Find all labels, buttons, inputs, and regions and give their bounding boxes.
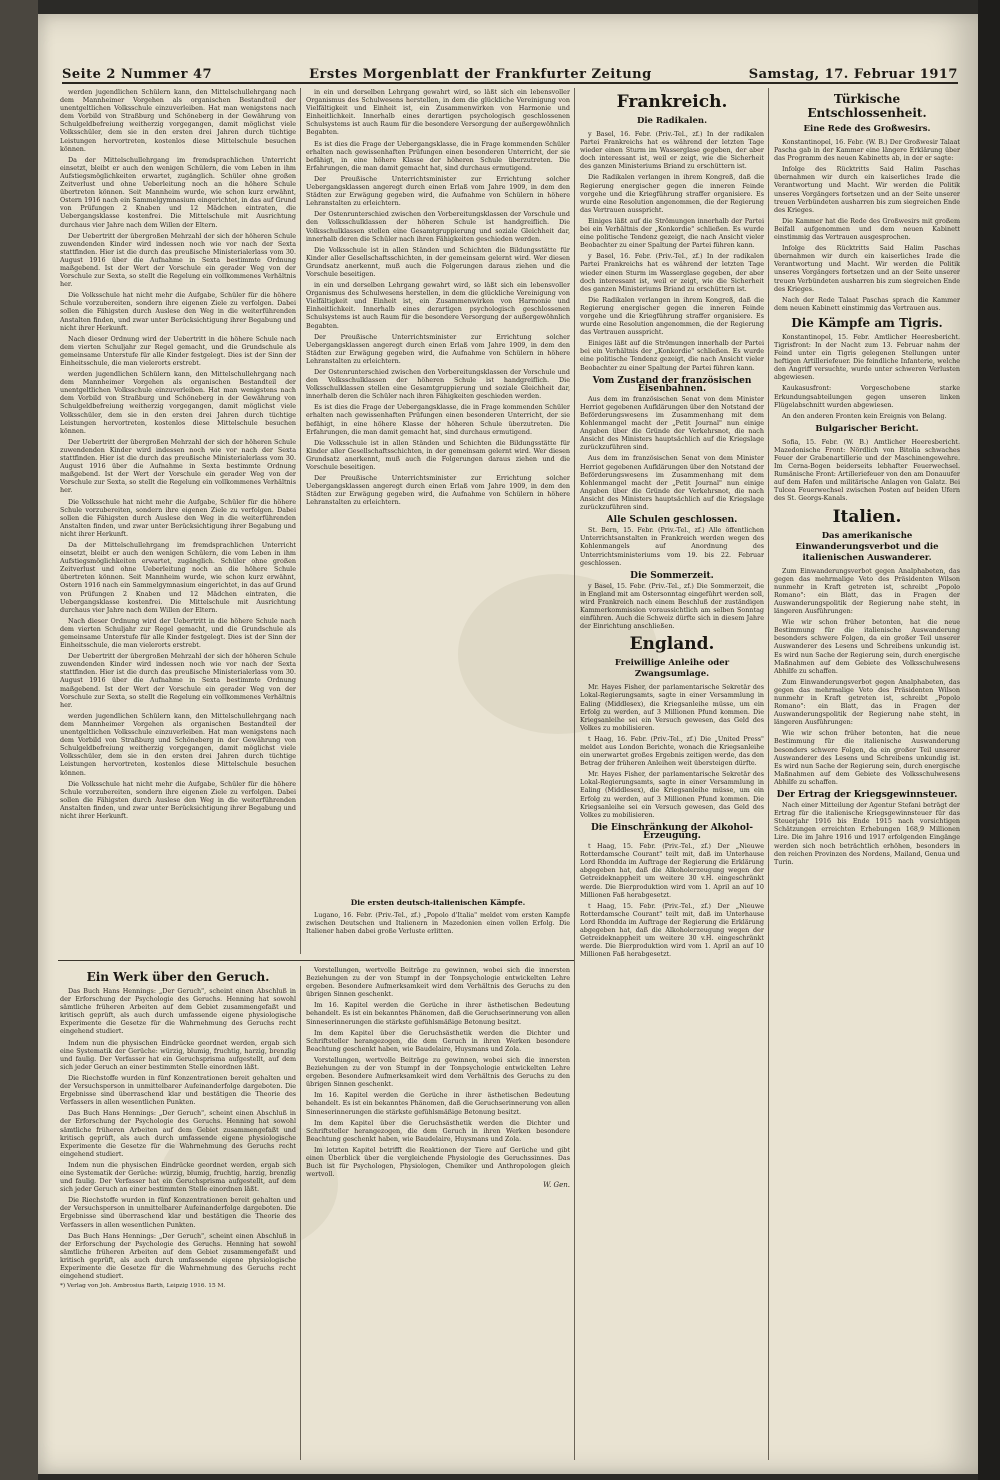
article-paragraph: Der Ostenrunterschied zwischen den Vorbereitungsklassen der Vorschule und den Volksschulklassen der höheren Schule ist handgreiflich. Die Volksschulklassen stellen eine Gesamtgruppierung und soziale Gleichheit dar, innerhalb deren die Schüler nach ihren Fähigkeiten geschieden werden. — [306, 368, 570, 401]
article-paragraph: Kaukasusfront: Vorgeschobene starke Erkundungsabteilungen gegen unseren linken Flügelabschnitt wurden abgewiesen. — [774, 384, 960, 409]
article-paragraph: Infolge des Rücktritts Said Halim Paschas übernahmen wir durch ein kaiserliches Irade die Verantwortung und Macht. Wir werden die Politik unseres Vorgängers fortsetzen und an der Seite unserer treuen Verbündeten ausharren bis zum siegreichen Ende des Krieges. — [774, 165, 960, 214]
article-paragraph: Nach einer Mitteilung der Agentur Stefani beträgt der Ertrag für die italienische Kriegsgewinnsteuer für das Steuerjahr 1916 bis Ende 1915 nach vorsichtigen Schätzungen erreichten Erhebungen 168,9 Millionen Lire. Die im Jahre 1916 und 1917 erfolgenden Eingänge werden sich noch beträchtlich erhöhen, besonders in den reichen Provinzen des Nordens, Mailand, Genua und Turin. — [774, 801, 960, 866]
column-2 — [306, 88, 570, 894]
article-paragraph: y Basel, 15. Febr. (Priv.-Tel., zf.) Die Sommerzeit, die in England mit am Ostersonntag eingeführt werden soll, wird Frankreich nach einem Beschluß der zuständigen Kammerkommission voraussichtlich am selben Sonntag einführen. Auch die Schweiz dürfte sich in diesem Jahre der Einrichtung anschließen. — [580, 581, 764, 631]
newspaper-page — [38, 14, 978, 1474]
article-paragraph: Da der Mittelschullehrgang im fremdsprachlichen Unterricht einsetzt, bleibt er auch den wenigen Schülern, die vom Leben in ihm Aufstiegsmöglichkeiten erwartet, zugänglich. Schüler ohne großen Zeitverlust und ohne Ueberleitung noch an die höhere Schule übertreten können. Seit Mannheim wurde, wie schon kurz erwähnt, Ostern 1916 nach ein Sammelgymnasium eingerichtet, in das auf Grund von Prüfungen 2 Knaben und 12 Mädchen eintraten, die Uebergangsklasse kostenfrei. Die Mittelschule mit Ausrichtung durchaus vier Jahre nach dem Willen der Eltern. — [60, 540, 296, 614]
article-paragraph: Konstantinopel, 15. Febr. Amtlicher Heeresbericht. Tigrisfront: In der Nacht zum 13. Februar nahm der Feind unter ein Tigris gelegenen Stellungen unter heftigen Artilleriefeuer. Die feindliche Infanterie, welche den Angriff versuchte, wurde unter schweren Verlusten abgewiesen. — [774, 332, 960, 382]
article-paragraph: Die Radikalen verlangen in ihrem Kongreß, daß die Regierung energischer gegen die inneren Feinde vorgehe und die Kriegführung straffer organisiere. Es wurde eine Resolution angenommen, die der Regierung das Vertrauen ausspricht. — [580, 173, 764, 214]
article-paragraph: Der Preußische Unterrichtsminister zur Errichtung solcher Uebergangsklassen angeregt durch einen Erlaß vom Jahre 1909, in dem den Städten zur Erwägung gegeben wird, die Aufnahme von Schülern in höhere Lehranstalten zu erleichtern. — [306, 332, 570, 365]
masthead — [62, 60, 958, 84]
tigris-headline: Die Kämpfe am Tigris. — [791, 315, 943, 330]
article-paragraph: werden jugendlichen Schülern kann, den Mittelschullehrgang nach dem Mannheimer Vorgehen als organischen Bestandteil der unentgeltlichen Volksschule einzuverleiben. Hat man wenigstens nach dem Vorbild von Straßburg und Schöneberg in der Gewährung von Schulgeldbefreiung weitherzig vorgegangen, damit möglichst viele Volksschüler, dem sie in den ersten drei Jahren durch tüchtige Leistungen hervortreten, kostenlos diese Mittelschule besuchen können. — [60, 711, 296, 777]
frankreich-headline: Frankreich. — [616, 92, 728, 112]
article-paragraph: Der Uebertritt der übergroßen Mehrzahl der sich der höheren Schule zuwendenden Kinder wird indessen noch wie vor nach der Sexta stattfinden. Hier ist die durch das preußische Ministerialerlass vom 30. August 1916 über die Aufnahme in Sexta bestimmte Ordnung maßgebend. Ist der Wert der Vorschule ein gerader Weg von der Vorschule zur Sexta, so stellt die Regelung ein vollkommenes Verhältnis her. — [60, 231, 296, 289]
article-paragraph: Infolge des Rücktritts Said Halim Paschas übernahmen wir durch ein kaiserliches Irade die Verantwortung und Macht. Wir werden die Politik unseres Vorgängers fortsetzen und an der Seite unserer treuen Verbündeten ausharren bis zum siegreichen Ende des Krieges. — [774, 244, 960, 293]
article-paragraph: Das Buch Hans Hennings: „Der Geruch", scheint einen Abschluß in der Erforschung der Psychologie des Geruchs. Henning hat sowohl sämtliche früheren Arbeiten auf dem Gebiet zusammengefaßt und kritisch geprüft, als auch durch umfassende eigene physiologische Experimente die Gesetze für die Wahrnehmung des Geruchs recht eingehend studiert. — [60, 1231, 296, 1281]
article-paragraph: Der Ostenrunterschied zwischen den Vorbereitungsklassen der Vorschule und den Volksschulklassen der höheren Schule ist handgreiflich. Die Volksschulklassen stellen eine Gesamtgruppierung und soziale Gleichheit dar, innerhalb deren die Schüler nach ihren Fähigkeiten geschieden werden. — [306, 210, 570, 243]
article-paragraph: Aus dem im französischen Senat von dem Minister Herriot gegebenen Aufklärungen über den Notstand der Beförderungswesens im Zusammenhang mit dem Kohlenmangel macht der „Petit Journal" nun einige Angaben über die Gründe der Verkehrsnot, die nach Ansicht des Ministers hauptsächlich auf die Kriegslage zurückzuführen sind. — [580, 394, 764, 452]
article-paragraph: Das Buch Hans Hennings: „Der Geruch", scheint einen Abschluß in der Erforschung der Psychologie des Geruchs. Henning hat sowohl sämtliche früheren Arbeiten auf dem Gebiet zusammengefaßt und kritisch geprüft, als auch durch umfassende eigene physiologische Experimente die Gesetze für die Wahrnehmung des Geruchs recht eingehend studiert. — [60, 1109, 296, 1158]
geruch-headline: Ein Werk über den Geruch. — [86, 970, 270, 984]
krieg-text: Lugano, 16. Febr. (Priv.-Tel., zf.) „Popolo d'Italia" meldet vom ersten Kampfe zwischen Deutschen und Italienern in Mazedonien einen vollen Erfolg. Die Italiener haben dabei große Verluste erlitten. — [306, 911, 570, 936]
article-paragraph: Indem nun die physischen Eindrücke geordnet werden, ergab sich eine Systematik der Gerüche: würzig, blumig, fruchtig, harzig, brenzlig und faulig. Der Verfasser hat ein Geruchsprisma aufgestellt, auf dem sich jeder Geruch an einer bestimmten Stelle einordnen läßt. — [60, 1160, 296, 1194]
column-1 — [60, 88, 296, 956]
tuerkei-subhead: Eine Rede des Großwesirs. — [803, 124, 931, 134]
article-paragraph: Im dem Kapitel über die Geruchsästhetik werden die Dichter und Schriftsteller herangezogen, die dem Geruch in ihren Werken besondere Beachtung geschenkt haben, wie Baudelaire, Huysmans und Zola. — [306, 1028, 570, 1053]
page-binding-edge — [978, 0, 1000, 1480]
krieg-headline: Die ersten deutsch-italienischen Kämpfe. — [350, 898, 526, 907]
article-paragraph: Der Preußische Unterrichtsminister zur Errichtung solcher Uebergangsklassen angeregt durch einen Erlaß vom Jahre 1909, in dem den Städten zur Erwägung gegeben wird, die Aufnahme von Schülern in höhere Lehranstalten zu erleichtern. — [306, 174, 570, 208]
column-4 — [774, 88, 960, 1460]
article-paragraph: An den anderen Fronten kein Ereignis von Belang. — [782, 411, 947, 420]
column-rule — [574, 88, 575, 1460]
article-paragraph: y Basel, 16. Febr. (Priv.-Tel., zf.) In der radikalen Partei Frankreichs hat es während der letzten Tage wieder einen Sturm im Wasserglase gegeben, der aber doch interessant ist, weil er zeigt, wie die Sicherheit des ganzen Ministeriums Briand zu erschüttern ist. — [580, 252, 764, 293]
article-paragraph: y Basel, 16. Febr. (Priv.-Tel., zf.) In der radikalen Partei Frankreichs hat es während der letzten Tage wieder einen Sturm im Wasserglase gegeben, der aber doch interessant ist, weil er zeigt, wie die Sicherheit des ganzen Ministeriums Briand zu erschüttern ist. — [580, 130, 764, 171]
bulgarien-headline: Bulgarischer Bericht. — [815, 423, 919, 434]
article-paragraph: Aus dem im französischen Senat von dem Minister Herriot gegebenen Aufklärungen über den Notstand der Beförderungswesens im Zusammenhang mit dem Kohlenmangel macht der „Petit Journal" nun einige Angaben über die Gründe der Verkehrsnot, die nach Ansicht des Ministers hauptsächlich auf die Kriegslage zurückzuführen sind. — [580, 454, 764, 512]
article-paragraph: Nach der Rede Talaat Paschas sprach die Kammer dem neuen Kabinett einstimmig das Vertrauen aus. — [774, 295, 960, 312]
article-paragraph: werden jugendlichen Schülern kann, den Mittelschullehrgang nach dem Mannheimer Vorgehen als organischen Bestandteil der unentgeltlichen Volksschule einzuverleiben. Hat man wenigstens nach dem Vorbild von Straßburg und Schöneberg in der Gewährung von Schulgeldbefreiung weitherzig vorgegangen, damit möglichst viele Volksschüler, dem sie in den ersten drei Jahren durch tüchtige Leistungen hervortreten, kostenlos diese Mittelschule besuchen können. — [60, 370, 296, 435]
article-paragraph: Mr. Hayes Fisher, der parlamentarische Sekretär des Lokal-Regierungsamts, sagte in einer Versammlung in Ealing (Middlesex), die Kriegsanleihe müsse, um ein Erfolg zu werden, auf 3 Millionen Pfund kommen. Die Kriegsanleihe sei ein Versuch gewesen, das Geld des Volkes zu mobilisieren. — [580, 683, 764, 732]
article-paragraph: Das Buch Hans Hennings: „Der Geruch", scheint einen Abschluß in der Erforschung der Psychologie des Geruchs. Henning hat sowohl sämtliche früheren Arbeiten auf dem Gebiet zusammengefaßt und kritisch geprüft, als auch durch umfassende eigene physiologische Experimente die Gesetze für die Wahrnehmung des Geruchs recht eingehend studiert. — [60, 987, 296, 1036]
newspaper-title: Erstes Morgenblatt der Frankfurter Zeitung — [309, 67, 652, 82]
article-paragraph: Nach dieser Ordnung wird der Uebertritt in die höhere Schule nach dem vierten Schuljahr zur Regel gemacht, und die Grundschule als gemeinsame Unterstufe für alle Kinder festgelegt. Dies ist der Sinn der Einheitsschule, die man vielerorts erstrebt. — [60, 334, 296, 367]
column-rule — [300, 88, 301, 954]
article-paragraph: in ein und derselben Lehrgang gewahrt wird, so läßt sich ein lebensvoller Organismus des Schulwesens herstellen, in dem die glückliche Vereinigung von Vielfältigkeit und Einheit ist, ein Zusammenwirken von Harmonie und Einheitlichkeit. Innerhalb eines derartigen psychologisch geschlossenen Schulsystems ist auch Raum für die besondere Versorgung der außergewöhnlich Begabten. — [306, 281, 570, 330]
geruch-article — [60, 966, 296, 1460]
column-3 — [580, 88, 764, 1460]
eisenbahn-headline: Vom Zustand der französischen Eisenbahnen. — [592, 375, 752, 394]
article-paragraph: Konstantinopel, 16. Febr. (W. B.) Der Großwesir Talaat Pascha gab in der Kammer eine längere Erklärung über das Programm des neuen Kabinetts ab, in der er sagte: — [774, 138, 960, 163]
article-paragraph: in ein und derselben Lehrgang gewahrt wird, so läßt sich ein lebensvoller Organismus des Schulwesens herstellen, in dem die glückliche Vereinigung von Vielfältigkeit und Einheit ist, ein Zusammenwirken von Harmonie und Einheitlichkeit. Innerhalb eines derartigen psychologisch geschlossenen Schulsystems ist auch Raum für die besondere Versorgung der außergewöhnlich Begabten. — [306, 88, 570, 137]
page-number: Seite 2 Nummer 47 — [62, 67, 213, 82]
article-paragraph: Sofia, 15. Febr. (W. B.) Amtlicher Heeresbericht. Mazedonische Front: Nördlich von Bitolia schwaches Feuer der Grabenartillerie und der Maschinengewehre. Im Cerna-Bogen beiderseits lebhafter Feuerwechsel. Rumänische Front: Artilleriefeuer von den am Donauufer auf dem Hafen und militärische Anlagen von Galatz. Bei Tulcea Feuerwechsel zwischen Posten auf beiden Ufern des St. Georgs-Kanals. — [774, 437, 960, 503]
footnote: *) Verlag von Joh. Ambrosius Barth, Leipzig 1916. 15 M. — [60, 1283, 226, 1290]
article-paragraph: Im letzten Kapitel betrifft die Reaktionen der Tiere auf Gerüche und gibt einen Überblick über die vergleichende Physiologie des Geruchssinnes. Das Buch ist für Psychologen, Physiologen, Chemiker und Anthropologen gleich wertvoll. — [306, 1145, 570, 1179]
tuerkei-headline: Türkische Entschlossenheit. — [807, 92, 927, 120]
sommerzeit-headline: Die Sommerzeit. — [630, 570, 714, 581]
article-paragraph: Die Riechstoffe wurden in fünf Konzentrationen bereit gehalten und der Versuchsperson in unmittelbarer Aufeinanderfolge dargeboten. Die Ergebnisse sind überraschend klar und bestätigen die Theorie des Verfassers in allen wesentlichen Punkten. — [60, 1196, 296, 1229]
article-paragraph: Die Volksschule ist in allen Ständen und Schichten die Bildungsstätte für Kinder aller Gesellschaftsschichten, in der gemeinsam gelernt wird. Wer diesen Grundsatz anerkennt, muß auch die Folgerungen daraus ziehen und die Vorschule beseitigen. — [306, 245, 570, 278]
article-paragraph: St. Bern, 15. Febr. (Priv.-Tel., zf.) Alle öffentlichen Unterrichtsanstalten in Frankreich werden wegen des Kohlenmangels auf Anordnung des Unterrichtsministeriums vom 19. bis 22. Februar geschlossen. — [580, 526, 764, 567]
article-paragraph: Die Riechstoffe wurden in fünf Konzentrationen bereit gehalten und der Versuchsperson in unmittelbarer Aufeinanderfolge dargeboten. Die Ergebnisse sind überraschend klar und bestätigen die Theorie des Verfassers in allen wesentlichen Punkten. — [60, 1073, 296, 1107]
column-rule — [300, 966, 301, 1460]
article-paragraph: Die Volksschule hat nicht mehr die Aufgabe, Schüler für die höhere Schule vorzubereiten, sondern ihre eigenen Ziele zu verfolgen. Dabei sollen die Fähigsten durch Auslese den Weg in die weiterführenden Anstalten finden, und zwar unter Berücksichtigung ihrer Begabung und nicht ihrer Herkunft. — [60, 497, 296, 538]
article-paragraph: Wie wir schon früher betonten, hat die neue Bestimmung für die italienische Auswanderung besonders schwere Folgen, da ein großer Teil unserer Auswanderer des Lesens und Schreibens unkundig ist. Es wird nun Sache der Regierung sein, durch energische Maßnahmen auf dem Gebiete des Volksschulwesens Abhilfe zu schaffen. — [774, 618, 960, 675]
article-paragraph: Die Volksschule ist in allen Ständen und Schichten die Bildungsstätte für Kinder aller Gesellschaftsschichten, in der gemeinsam gelernt wird. Wer diesen Grundsatz anerkennt, muß auch die Folgerungen daraus ziehen und die Vorschule beseitigen. — [306, 438, 570, 472]
article-paragraph: t Haag, 15. Febr. (Priv.-Tel., zf.) Der „Nieuwe Rotterdamsche Courant" teilt mit, daß im Unterhause Lord Rhondda im Auftrage der Regierung die Erklärung abgegeben hat, daß die Alkoholerzeugung wegen der Getreideknappheit um weitere 30 v.H. eingeschränkt werde. Die Bierproduktion wird vom 1. April an auf 10 Millionen Faß herabgesetzt. — [580, 901, 764, 959]
article-paragraph: Zum Einwanderungsverbot gegen Analphabeten, das gegen das mehrmalige Veto des Präsidenten Wilson nunmehr in Kraft getreten ist, schreibt „Popolo Romano": ein Blatt, das in Fragen der Auswanderungspolitik der Regierung nahe steht, in längeren Ausführungen: — [774, 566, 960, 616]
article-paragraph: Wie wir schon früher betonten, hat die neue Bestimmung für die italienische Auswanderung besonders schwere Folgen, da ein großer Teil unserer Auswanderer des Lesens und Schreibens unkundig ist. Es wird nun Sache der Regierung sein, durch energische Maßnahmen auf dem Gebiete des Volksschulwesens Abhilfe zu schaffen. — [774, 729, 960, 786]
author-signature: W. Gen. — [543, 1181, 570, 1190]
article-paragraph: Die Kammer hat die Rede des Großwesirs mit großem Beifall aufgenommen und dem neuen Kabinett einstimmig das Vertrauen ausgesprochen. — [774, 216, 960, 242]
article-paragraph: Indem nun die physischen Eindrücke geordnet werden, ergab sich eine Systematik der Gerüche: würzig, blumig, fruchtig, harzig, brenzlig und faulig. Der Verfasser hat ein Geruchsprisma aufgestellt, auf dem sich jeder Geruch an einer bestimmten Stelle einordnen läßt. — [60, 1038, 296, 1071]
article-paragraph: Der Preußische Unterrichtsminister zur Errichtung solcher Uebergangsklassen angeregt durch einen Erlaß vom Jahre 1909, in dem den Städten zur Erwägung gegeben wird, die Aufnahme von Schülern in höhere Lehranstalten zu erleichtern. — [306, 474, 570, 507]
column-rule — [768, 88, 769, 1460]
geruch-continued — [306, 966, 570, 1460]
frankreich-subhead: Die Radikalen. — [636, 116, 708, 126]
article-paragraph: Die Volksschule hat nicht mehr die Aufgabe, Schüler für die höhere Schule vorzubereiten, sondern ihre eigenen Ziele zu verfolgen. Dabei sollen die Fähigsten durch Auslese den Weg in die weiterführenden Anstalten finden, und zwar unter Berücksichtigung ihrer Begabung und nicht ihrer Herkunft. — [60, 291, 296, 332]
page-left-margin — [0, 0, 38, 1480]
article-paragraph: Mr. Hayes Fisher, der parlamentarische Sekretär des Lokal-Regierungsamts, sagte in einer Versammlung in Ealing (Middlesex), die Kriegsanleihe müsse, um ein Erfolg zu werden, auf 3 Millionen Pfund kommen. Die Kriegsanleihe sei ein Versuch gewesen, das Geld des Volkes zu mobilisieren. — [580, 770, 764, 819]
article-paragraph: Im 16. Kapitel werden die Gerüche in ihrer ästhetischen Bedeutung behandelt. Es ist ein bekanntes Phänomen, daß die Geruchserinnerung von allen Sinneserinnerungen die stärkste gefühlsmäßige Betonung besitzt. — [306, 1001, 570, 1026]
article-paragraph: t Haag, 16. Febr. (Priv.-Tel., zf.) Die „United Press" meldet aus London Berichte, wonach die Kriegsanleihe ein unerwartet großes Ergebnis zeitigen werde, das den Betrag der früheren Anleihen weit übersteigen dürfte. — [580, 734, 764, 768]
article-paragraph: Da der Mittelschullehrgang im fremdsprachlichen Unterricht einsetzt, bleibt er auch den wenigen Schülern, die vom Leben in ihm Aufstiegsmöglichkeiten erwartet, zugänglich. Schüler ohne großen Zeitverlust und ohne Ueberleitung noch an die höhere Schule übertreten können. Seit Mannheim wurde, wie schon kurz erwähnt, Ostern 1916 nach ein Sammelgymnasium eingerichtet, in das auf Grund von Prüfungen 2 Knaben und 12 Mädchen eintraten, die Uebergangsklasse kostenfrei. Die Mittelschule mit Ausrichtung durchaus vier Jahre nach dem Willen der Eltern. — [60, 155, 296, 229]
article-paragraph: Vorstellungen, wertvolle Beiträge zu gewinnen, wobei sich die innersten Beziehungen zu der von Stumpf in der Tonpsychologie entwickelten Lehre ergeben. Besondere Aufmerksamkeit wird dem Verhältnis des Geruchs zu den übrigen Sinnen geschenkt. — [306, 966, 570, 999]
article-paragraph: Im dem Kapitel über die Geruchsästhetik werden die Dichter und Schriftsteller herangezogen, die dem Geruch in ihren Werken besondere Beachtung geschenkt haben, wie Baudelaire, Huysmans und Zola. — [306, 1118, 570, 1143]
issue-date: Samstag, 17. Februar 1917 — [748, 67, 958, 82]
section-rule — [58, 960, 574, 961]
italien-subhead: Das amerikanische Einwanderungsverbot und die italienischen Auswanderer. — [795, 530, 939, 563]
article-paragraph: Vorstellungen, wertvolle Beiträge zu gewinnen, wobei sich die innersten Beziehungen zu der von Stumpf in der Tonpsychologie entwickelten Lehre ergeben. Besondere Aufmerksamkeit wird dem Verhältnis des Geruchs zu den übrigen Sinnen geschenkt. — [306, 1055, 570, 1089]
article-paragraph: Der Uebertritt der übergroßen Mehrzahl der sich der höheren Schule zuwendenden Kinder wird indessen noch wie vor nach der Sexta stattfinden. Hier ist die durch das preußische Ministerialerlass vom 30. August 1916 über die Aufnahme in Sexta bestimmte Ordnung maßgebend. Ist der Wert der Vorschule ein gerader Weg von der Vorschule zur Sexta, so stellt die Regelung ein vollkommenes Verhältnis her. — [60, 652, 296, 709]
article-paragraph: Einiges läßt auf die Strömungen innerhalb der Partei bei ein Verhältnis der „Konkordie" schließen. Es wurde eine politische Tendenz gezeigt, die nach Ansicht vieler Beobachter zu einer Spaltung der Partei führen kann. — [580, 216, 764, 250]
article-paragraph: Es ist dies die Frage der Uebergangsklasse, die in Frage kommenden Schüler erhalten nach gewissenhaften Prüfungen einen besonderen Unterricht, der sie befähigt, in eine höhere Klasse der höheren Schule überzutreten. Die Erfahrungen, die man damit gemacht hat, sind durchaus ermutigend. — [306, 403, 570, 436]
article-paragraph: Die Radikalen verlangen in ihrem Kongreß, daß die Regierung energischer gegen die inneren Feinde vorgehe und die Kriegführung straffer organisiere. Es wurde eine Resolution angenommen, die der Regierung das Vertrauen ausspricht. — [580, 295, 764, 337]
england-headline: England. — [629, 634, 715, 655]
schulen-headline: Alle Schulen geschlossen. — [606, 515, 738, 526]
krieg-article — [306, 894, 570, 956]
article-paragraph: Der Uebertritt der übergroßen Mehrzahl der sich der höheren Schule zuwendenden Kinder wird indessen noch wie vor nach der Sexta stattfinden. Hier ist die durch das preußische Ministerialerlass vom 30. August 1916 über die Aufnahme in Sexta bestimmte Ordnung maßgebend. Ist der Wert der Vorschule ein gerader Weg von der Vorschule zur Sexta, so stellt die Regelung ein vollkommenes Verhältnis her. — [60, 437, 296, 495]
article-paragraph: Es ist dies die Frage der Uebergangsklasse, die in Frage kommenden Schüler erhalten nach gewissenhaften Prüfungen einen besonderen Unterricht, der sie befähigt, in eine höhere Klasse der höheren Schule überzutreten. Die Erfahrungen, die man damit gemacht hat, sind durchaus ermutigend. — [306, 139, 570, 172]
article-paragraph: Nach dieser Ordnung wird der Uebertritt in die höhere Schule nach dem vierten Schuljahr zur Regel gemacht, und die Grundschule als gemeinsame Unterstufe für alle Kinder festgelegt. Dies ist der Sinn der Einheitsschule, die man vielerorts erstrebt. — [60, 616, 296, 650]
article-paragraph: Zum Einwanderungsverbot gegen Analphabeten, das gegen das mehrmalige Veto des Präsidenten Wilson nunmehr in Kraft getreten ist, schreibt „Popolo Romano": ein Blatt, das in Fragen der Auswanderungspolitik der Regierung nahe steht, in längeren Ausführungen: — [774, 677, 960, 727]
kriegsgewinn-headline: Der Ertrag der Kriegsgewinnsteuer. — [776, 790, 958, 800]
article-paragraph: Einiges läßt auf die Strömungen innerhalb der Partei bei ein Verhältnis der „Konkordie" schließen. Es wurde eine politische Tendenz gezeigt, die nach Ansicht vieler Beobachter zu einer Spaltung der Partei führen kann. — [580, 339, 764, 372]
article-paragraph: werden jugendlichen Schülern kann, den Mittelschullehrgang nach dem Mannheimer Vorgehen als organischen Bestandteil der unentgeltlichen Volksschule einzuverleiben. Hat man wenigstens nach dem Vorbild von Straßburg und Schöneberg in der Gewährung von Schulgeldbefreiung weitherzig vorgegangen, damit möglichst viele Volksschüler, dem sie in den ersten drei Jahren durch tüchtige Leistungen hervortreten, kostenlos diese Mittelschule besuchen können. — [60, 88, 296, 153]
alkohol-headline: Die Einschränkung der Alkohol-Erzeugung. — [590, 822, 754, 841]
article-paragraph: t Haag, 15. Febr. (Priv.-Tel., zf.) Der „Nieuwe Rotterdamsche Courant" teilt mit, daß im Unterhause Lord Rhondda im Auftrage der Regierung die Erklärung abgegeben hat, daß die Alkoholerzeugung wegen der Getreideknappheit um weitere 30 v.H. eingeschränkt werde. Die Bierproduktion wird vom 1. April an auf 10 Millionen Faß herabgesetzt. — [580, 842, 764, 899]
article-paragraph: Im 16. Kapitel werden die Gerüche in ihrer ästhetischen Bedeutung behandelt. Es ist ein bekanntes Phänomen, daß die Geruchserinnerung von allen Sinneserinnerungen die stärkste gefühlsmäßige Betonung besitzt. — [306, 1091, 570, 1116]
italien-headline: Italien. — [832, 506, 902, 527]
article-paragraph: Die Volksschule hat nicht mehr die Aufgabe, Schüler für die höhere Schule vorzubereiten, sondern ihre eigenen Ziele zu verfolgen. Dabei sollen die Fähigsten durch Auslese den Weg in die weiterführenden Anstalten finden, und zwar unter Berücksichtigung ihrer Begabung und nicht ihrer Herkunft. — [60, 779, 296, 820]
england-subhead: Freiwillige Anleihe oder Zwangsumlage. — [614, 658, 730, 680]
